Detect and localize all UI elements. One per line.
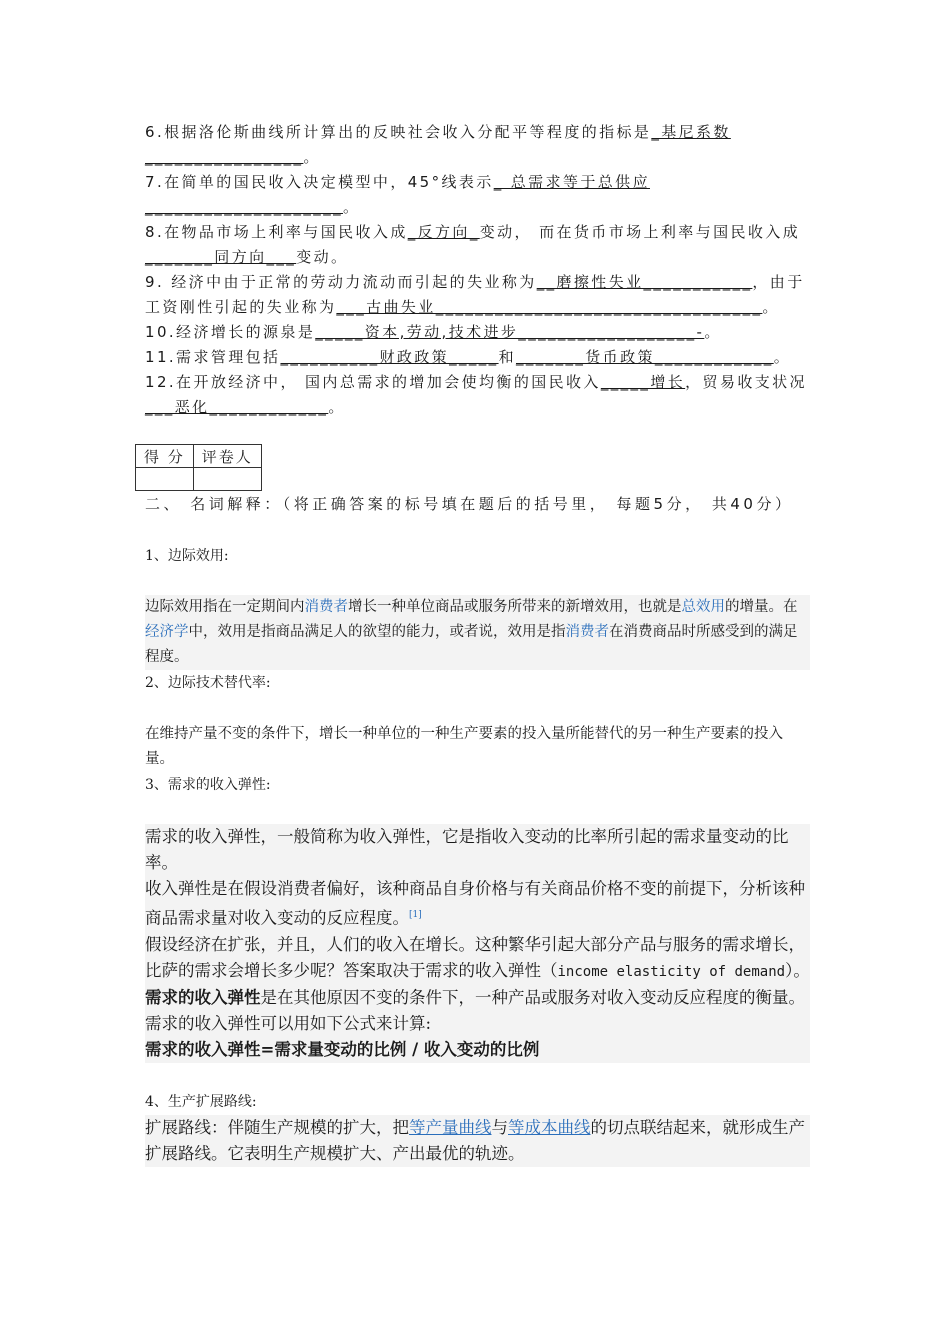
answer-blank: _反方向_ [407, 223, 480, 241]
term-body: 需求的收入弹性，一般简称为收入弹性，它是指收入变动的比率所引起的需求量变动的比率。 收入弹性是在假设消费者偏好，该种商品自身价格与有关商品价格不变的前提下，分析该种商品需求量对收入变动的反应程度。[1] 假设经济在扩张，并且，人们的收入在增长。这种繁华引起大部分产品与服务的需求增长，比萨的需求会增长多少呢？答案取决于需求的收入弹性（income elasticity of demand）。需求的收入弹性是在其他原因不变的条件下，一种产品或服务对收入变动反应程度的衡量。 需求的收入弹性可以用如下公式来计算: 需求的收入弹性=需求量变动的比例 / 收入变动的比例 [145, 824, 810, 1063]
answer-blank: __________财政政策_____ [280, 348, 499, 366]
question-12: 12.在开放经济中， 国内总需求的增加会使均衡的国民收入_____增长，贸易收支状况___恶化____________。 [145, 373, 807, 416]
answer-blank: _____资本,劳动,技术进步__________________- [315, 323, 705, 341]
link-consumer[interactable]: 消费者 [565, 624, 609, 640]
answer-blank: _ 总需求等于总供应____________________ [145, 173, 650, 216]
score-cell [136, 468, 194, 491]
answer-blank: __磨擦性失业___________ [536, 273, 753, 291]
link-isocost[interactable]: 等成本曲线 [508, 1117, 591, 1137]
grader-cell [193, 468, 261, 491]
term-heading: 1、边际效用: [145, 548, 229, 564]
answer-blank: _基尼系数________________ [145, 123, 731, 166]
link-consumer[interactable]: 消费者 [304, 599, 348, 615]
question-8: 8.在物品市场上利率与国民收入成_反方向_变动， 而在货币市场上利率与国民收入成_______同方向___变动。 [145, 223, 801, 266]
term-heading: 4、生产扩展路线: [145, 1093, 257, 1110]
answer-blank: ___古曲失业_________________________________ [336, 298, 763, 316]
question-6: 6.根据洛伦斯曲线所计算出的反映社会收入分配平等程度的指标是_基尼系数________________。 [145, 123, 731, 166]
grader-header: 评卷人 [193, 445, 261, 468]
link-total-utility[interactable]: 总效用 [681, 599, 725, 615]
answer-blank: ___恶化____________ [145, 398, 329, 416]
formula: 需求的收入弹性=需求量变动的比例 / 收入变动的比例 [145, 1039, 540, 1059]
answer-blank: _______货币政策____________ [515, 348, 774, 366]
question-9: 9. 经济中由于正常的劳动力流动而引起的失业称为__磨擦性失业___________，由于工资刚性引起的失业称为___古曲失业_________________________________。 [145, 273, 805, 316]
term-body: 在维持产量不变的条件下，增长一种单位的一种生产要素的投入量所能替代的另一种生产要素的投入量。 [145, 726, 783, 767]
term-heading: 3、需求的收入弹性: [145, 777, 271, 793]
section-title: 二、 名词解释：（将正确答案的标号填在题后的括号里， 每题5分， 共40分） [145, 495, 794, 513]
answer-blank: _______同方向___ [145, 248, 297, 266]
link-isoquant[interactable]: 等产量曲线 [409, 1117, 492, 1137]
term-heading: 2、边际技术替代率: [145, 675, 271, 691]
answer-blank: _____增长 [600, 373, 686, 391]
link-economics[interactable]: 经济学 [145, 624, 189, 640]
question-7: 7.在简单的国民收入决定模型中，45°线表示_ 总需求等于总供应____________________。 [145, 173, 650, 216]
term-body: 边际效用指在一定期间内消费者增长一种单位商品或服务所带来的新增效用，也就是总效用的增量。在经济学中，效用是指商品满足人的欲望的能力，或者说，效用是指消费者在消费商品时所感受到的满足程度。 [145, 595, 810, 670]
question-11: 11.需求管理包括__________财政政策_____和_______货币政策____________。 [145, 348, 792, 366]
term-body: 扩展路线：伴随生产规模的扩大，把等产量曲线与等成本曲线的切点联结起来，就形成生产扩展路线。它表明生产规模扩大、产出最优的轨迹。 [145, 1115, 810, 1167]
reference-link[interactable]: [1] [409, 910, 422, 920]
document-page [145, 120, 810, 1167]
question-10: 10.经济增长的源泉是_____资本,劳动,技术进步__________________-。 [145, 323, 722, 341]
score-header: 得 分 [136, 445, 194, 468]
score-table [135, 444, 262, 491]
